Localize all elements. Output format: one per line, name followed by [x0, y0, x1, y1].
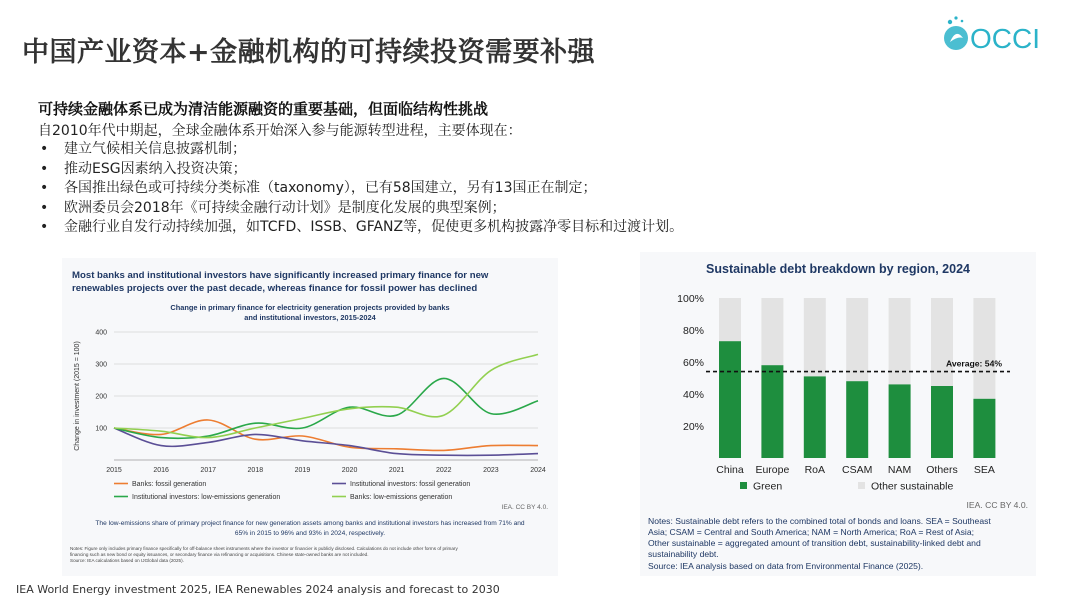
list-item: • 欧洲委员会2018年《可持续金融行动计划》是制度化发展的典型案例；: [38, 199, 683, 219]
legend-swatch: [858, 482, 865, 489]
x-tick-label: 2018: [247, 467, 264, 474]
y-tick-label: 40%: [682, 389, 704, 401]
legend-label: Banks: low-emissions generation: [350, 494, 453, 501]
lead-heading: 可持续金融体系已成为清洁能源融资的重要基础，但面临结构性挑战: [38, 100, 489, 118]
bar-other-sustainable: [973, 298, 995, 399]
chart-legend: [114, 481, 470, 501]
y-axis-label: Change in investment (2015 = 100): [74, 341, 81, 451]
bullet-list: [38, 140, 683, 238]
bar-green: [719, 341, 741, 458]
x-tick-label: SEA: [973, 464, 995, 476]
occi-logo: [940, 10, 1060, 58]
x-tick-label: Europe: [755, 464, 790, 476]
bar-other-sustainable: [846, 298, 868, 381]
line-chart-panel: [62, 258, 558, 576]
bar-green: [761, 365, 783, 458]
bar-other-sustainable: [804, 298, 826, 376]
x-tick-label: 2020: [341, 467, 358, 474]
x-axis-ticks: [716, 464, 995, 476]
chart-small-note-1: Notes: Figure only includes primary finance specifically for off-balance sheet instruments where the investor or financier is publicly disclosed. Calculations do not include other forms of primary: [70, 546, 458, 551]
chart-credit: IEA. CC BY 4.0.: [966, 500, 1028, 510]
average-label: Average: 54%: [945, 358, 1002, 369]
y-axis-ticks: [677, 293, 704, 433]
chart-subtitle-2: and institutional investors, 2015-2024: [244, 313, 376, 322]
chart-small-note-2: financing such as new bond or equity issuances, or secondary finance via refinancing or acquisitions. Chinese state-owned banks are not included.: [70, 552, 369, 557]
chart-note-4: sustainability debt.: [648, 549, 719, 559]
chart-legend: [740, 481, 953, 493]
chart-credit: IEA. CC BY 4.0.: [501, 504, 548, 511]
bullet-dot: •: [40, 141, 49, 157]
y-tick-label: 100%: [677, 293, 704, 305]
bar-green: [931, 386, 953, 458]
chart-title: Sustainable debt breakdown by region, 2024: [706, 262, 970, 276]
x-tick-label: China: [716, 464, 744, 476]
x-axis-ticks: [106, 467, 546, 474]
bar-other-sustainable: [719, 298, 741, 341]
legend-label: Banks: fossil generation: [132, 481, 207, 488]
x-tick-label: 2019: [294, 467, 311, 474]
chart-note-2: Asia; CSAM = Central and South America; NAM = North America; RoA = Rest of Asia;: [648, 527, 974, 537]
chart-note-5: Source: IEA analysis based on data from Environmental Finance (2025).: [648, 561, 924, 571]
list-item: • 建立气候相关信息披露机制；: [38, 140, 683, 160]
x-tick-label: Others: [926, 464, 958, 476]
x-tick-label: 2022: [435, 467, 452, 474]
source-footer: IEA World Energy investment 2025, IEA Renewables 2024 analysis and forecast to 2030: [16, 583, 500, 596]
bar-green: [846, 381, 868, 458]
bar-green: [804, 376, 826, 458]
list-item: • 推动ESG因素纳入投资决策；: [38, 160, 683, 180]
y-tick-label: 400: [95, 329, 107, 337]
x-tick-label: 2015: [106, 467, 122, 474]
legend-label: Institutional investors: low-emissions generation: [132, 494, 281, 501]
list-item: • 金融行业自发行动持续加强，如TCFD、ISSB、GFANZ等，促使更多机构披露净零目标和过渡计划。: [38, 218, 683, 238]
bullet-dot: •: [40, 180, 49, 196]
bar-other-sustainable: [761, 298, 783, 365]
chart-subtitle-1: Change in primary finance for electricity generation projects provided by banks: [170, 303, 450, 312]
bar-green: [973, 399, 995, 458]
stacked-bar-chart-panel: [640, 252, 1036, 576]
bar-green: [889, 384, 911, 458]
series-lines: [114, 354, 538, 455]
x-tick-label: 2023: [483, 467, 499, 474]
logo-text: OCCI: [970, 23, 1040, 54]
x-tick-label: 2017: [200, 467, 217, 474]
y-tick-label: 20%: [682, 421, 704, 433]
bullet-dot: •: [40, 219, 49, 235]
bar-other-sustainable: [931, 298, 953, 386]
page-title: 中国产业资本+金融机构的可持续投资需要补强: [22, 37, 596, 68]
legend-swatch: [740, 482, 747, 489]
chart-note-3: Other sustainable = aggregated amount of transition debt, sustainability-linked debt and: [648, 538, 981, 548]
y-tick-label: 200: [95, 393, 107, 401]
y-tick-label: 100: [95, 425, 107, 433]
x-tick-label: 2021: [388, 467, 405, 474]
legend-label: Institutional investors: fossil generation: [350, 481, 471, 488]
chart-note-1: The low-emissions share of primary project finance for new generation assets among banks and institutional investors has increased from 71% and: [95, 520, 525, 527]
intro-text: 自2010年代中期起，全球金融体系开始深入参与能源转型进程，主要体现在：: [38, 123, 522, 139]
bullet-dot: •: [40, 160, 49, 177]
chart-note-2: 65% in 2015 to 96% and 93% in 2024, respectively.: [234, 530, 386, 537]
chart-headline-2: renewables projects over the past decade, whereas finance for fossil power has declined: [72, 283, 478, 294]
chart-note-1: Notes: Sustainable debt refers to the combined total of bonds and loans. SEA = Southeast: [648, 516, 991, 526]
y-tick-label: 60%: [682, 357, 704, 369]
x-tick-label: 2024: [530, 467, 546, 474]
x-tick-label: NAM: [887, 464, 912, 476]
x-tick-label: 2016: [153, 467, 169, 474]
y-axis-ticks: [95, 330, 107, 433]
y-tick-label: 300: [95, 361, 107, 369]
legend-label: Green: [753, 480, 783, 493]
x-tick-label: CSAM: [842, 464, 873, 476]
stacked-bars: [719, 298, 995, 458]
y-tick-label: 80%: [682, 325, 704, 337]
x-tick-label: RoA: [804, 464, 826, 476]
legend-label: Other sustainable: [871, 480, 954, 493]
chart-small-note-3: Source: IEA calculations based on IJGlobal data (2025).: [70, 558, 184, 563]
list-item: • 各国推出绿色或可持续分类标准（taxonomy），已有58国建立，另有13国正在制定；: [38, 179, 683, 199]
bullet-dot: •: [40, 199, 49, 216]
chart-headline-1: Most banks and institutional investors have significantly increased primary finance for new: [72, 270, 489, 281]
droplet-icon: [944, 16, 968, 50]
